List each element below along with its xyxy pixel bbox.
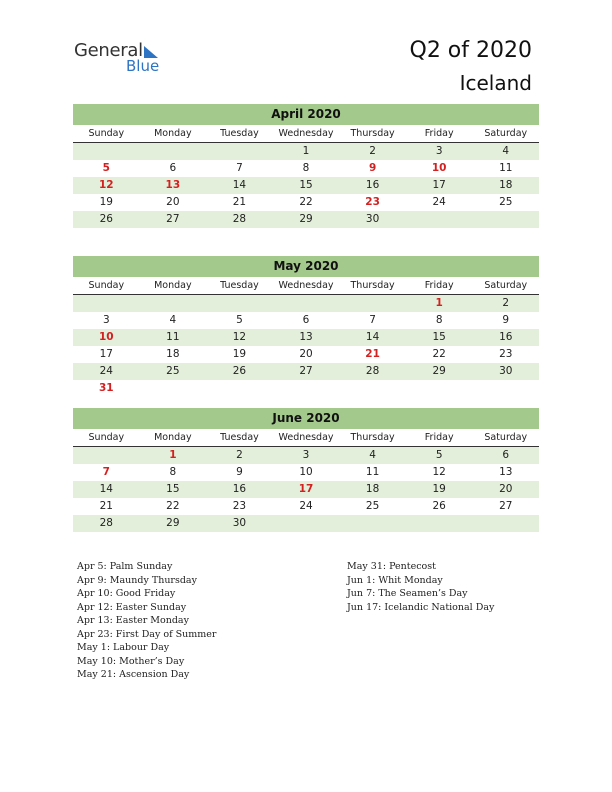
day-cell: 19 (232, 348, 247, 360)
day-cell: 8 (169, 466, 177, 478)
week-row (73, 329, 539, 346)
week-row (73, 346, 539, 363)
day-cell: 28 (232, 213, 247, 225)
weekday-header-row (73, 125, 539, 143)
day-cell: 16 (232, 483, 247, 495)
weekday-label: Tuesday (220, 280, 259, 291)
day-cell: 24 (299, 500, 313, 512)
day-cell: 7 (369, 314, 376, 326)
holiday-day-cell: 1 (169, 449, 177, 461)
day-cell: 20 (166, 196, 180, 208)
day-cell: 6 (502, 449, 510, 461)
week-row (73, 380, 539, 397)
holiday-entry: Jun 7: The Seamen’s Day (347, 588, 468, 599)
day-cell: 20 (499, 483, 513, 495)
holiday-entry: May 1: Labour Day (77, 642, 170, 653)
weekday-label: Thursday (350, 128, 395, 139)
month-title: June 2020 (73, 408, 539, 429)
holiday-entry: Apr 23: First Day of Summer (77, 628, 217, 640)
holiday-day-cell: 9 (368, 162, 377, 174)
day-cell: 4 (502, 145, 510, 157)
holiday-day-cell: 7 (102, 466, 110, 478)
day-cell: 15 (166, 483, 180, 495)
week-row (73, 515, 539, 532)
weekday-label: Friday (424, 280, 454, 291)
page-header (410, 38, 533, 95)
weekday-label: Monday (154, 280, 192, 291)
day-cell: 24 (432, 196, 446, 208)
day-cell: 30 (499, 365, 513, 377)
day-cell (406, 211, 473, 228)
holiday-day-cell: 1 (435, 297, 443, 309)
day-cell: 13 (499, 466, 513, 478)
day-cell: 26 (99, 213, 113, 225)
day-cell: 6 (169, 162, 177, 174)
day-cell (406, 515, 473, 532)
day-cell: 27 (299, 365, 313, 377)
day-cell: 4 (169, 314, 177, 326)
weekday-label: Sunday (88, 432, 125, 443)
day-cell: 11 (166, 331, 180, 343)
week-row (73, 143, 539, 160)
holiday-entry: Apr 10: Good Friday (77, 588, 176, 599)
holiday-day-cell: 10 (98, 331, 114, 343)
day-cell: 11 (365, 466, 380, 478)
day-cell: 22 (166, 500, 180, 512)
day-cell (73, 447, 140, 464)
day-cell: 4 (369, 449, 376, 461)
day-cell: 5 (236, 314, 243, 326)
holiday-list-left (77, 560, 216, 682)
day-cell: 23 (232, 500, 247, 512)
weekday-label: Thursday (350, 280, 395, 291)
day-cell: 12 (432, 466, 446, 478)
day-cell (73, 295, 140, 312)
day-cell (140, 380, 207, 397)
holiday-entry: Apr 5: Palm Sunday (77, 561, 173, 572)
day-cell (206, 380, 273, 397)
day-cell: 20 (299, 348, 313, 360)
weekday-label: Sunday (88, 128, 125, 139)
day-cell (472, 515, 539, 532)
holiday-day-cell: 17 (298, 483, 314, 495)
holiday-day-cell: 23 (365, 196, 380, 208)
day-cell: 29 (166, 517, 180, 529)
day-cell: 14 (232, 179, 247, 191)
day-cell: 21 (99, 500, 113, 512)
day-cell (140, 143, 207, 160)
day-cell (339, 380, 406, 397)
day-cell: 5 (435, 449, 443, 461)
holiday-entry: Jun 17: Icelandic National Day (347, 601, 495, 613)
day-cell: 22 (432, 348, 446, 360)
day-cell: 9 (236, 466, 243, 478)
holiday-entry: May 10: Mother’s Day (77, 655, 185, 667)
holiday-entry: Apr 13: Easter Monday (77, 615, 189, 626)
day-cell: 10 (299, 466, 313, 478)
day-cell (206, 295, 273, 312)
day-cell: 25 (166, 365, 180, 377)
page-title: Q2 of 2020 (409, 38, 532, 63)
month-calendar-june (73, 408, 539, 532)
holiday-day-cell: 10 (431, 162, 447, 174)
day-cell (140, 295, 207, 312)
holiday-entry: Jun 1: Whit Monday (347, 574, 443, 586)
day-cell: 3 (435, 145, 443, 157)
day-cell: 13 (299, 331, 313, 343)
day-cell: 19 (99, 196, 113, 208)
day-cell (472, 380, 539, 397)
weekday-label: Sunday (88, 280, 125, 291)
day-cell: 26 (432, 500, 446, 512)
weekday-header-row (73, 277, 539, 295)
holiday-entry: May 31: Pentecost (347, 561, 436, 572)
week-row (73, 498, 539, 515)
day-cell: 15 (299, 179, 313, 191)
day-cell: 18 (166, 348, 180, 360)
weekday-label: Thursday (350, 432, 395, 443)
day-cell: 12 (232, 331, 247, 343)
weekday-label: Saturday (484, 280, 528, 291)
day-cell: 2 (502, 297, 510, 309)
week-row (73, 211, 539, 228)
holiday-day-cell: 5 (102, 162, 110, 174)
day-cell: 17 (99, 348, 113, 360)
day-cell: 2 (236, 449, 243, 461)
day-cell: 18 (365, 483, 380, 495)
day-cell: 28 (99, 517, 113, 529)
day-cell: 1 (302, 145, 310, 157)
weekday-label: Saturday (484, 432, 528, 443)
logo-text-blue: Blue (126, 57, 160, 75)
month-title: May 2020 (73, 256, 539, 277)
holiday-list-right (347, 560, 494, 614)
week-row (73, 481, 539, 498)
weekday-label: Tuesday (220, 432, 259, 443)
day-cell: 19 (432, 483, 446, 495)
day-cell (339, 295, 406, 312)
holiday-entry: May 21: Ascension Day (77, 669, 190, 680)
weekday-label: Tuesday (220, 128, 259, 139)
day-cell: 8 (435, 314, 443, 326)
day-cell: 25 (499, 196, 513, 208)
day-cell: 9 (502, 314, 510, 326)
week-row (73, 194, 539, 211)
weekday-label: Wednesday (278, 128, 334, 139)
weekday-label: Friday (424, 432, 454, 443)
week-row (73, 312, 539, 329)
day-cell: 2 (369, 145, 376, 157)
day-cell: 29 (432, 365, 446, 377)
week-row (73, 177, 539, 194)
day-cell: 16 (365, 179, 380, 191)
day-cell (406, 380, 473, 397)
day-cell: 21 (232, 196, 247, 208)
holiday-day-cell: 13 (165, 179, 181, 191)
day-cell (273, 380, 340, 397)
weekday-label: Monday (154, 128, 192, 139)
day-cell (472, 211, 539, 228)
day-cell: 16 (499, 331, 513, 343)
weekday-label: Wednesday (278, 280, 334, 291)
week-row (73, 464, 539, 481)
day-cell (273, 515, 340, 532)
day-cell: 7 (236, 162, 243, 174)
day-cell: 14 (99, 483, 113, 495)
day-cell: 23 (499, 348, 513, 360)
day-cell: 27 (499, 500, 513, 512)
day-cell: 11 (499, 162, 513, 174)
week-row (73, 447, 539, 464)
holiday-entry: Apr 9: Maundy Thursday (77, 574, 197, 586)
day-cell: 22 (299, 196, 313, 208)
day-cell: 17 (432, 179, 446, 191)
weekday-label: Monday (154, 432, 192, 443)
week-row (73, 295, 539, 312)
day-cell (206, 143, 273, 160)
day-cell: 24 (99, 365, 113, 377)
day-cell: 30 (365, 213, 380, 225)
holiday-day-cell: 21 (365, 348, 380, 360)
weekday-label: Saturday (484, 128, 528, 139)
weekday-label: Friday (424, 128, 454, 139)
holiday-entry: Apr 12: Easter Sunday (77, 601, 187, 613)
day-cell: 14 (365, 331, 380, 343)
weekday-label: Wednesday (278, 432, 334, 443)
month-calendar-april (73, 104, 539, 228)
day-cell: 6 (302, 314, 310, 326)
country-name: Iceland (459, 71, 532, 95)
day-cell: 3 (302, 449, 310, 461)
day-cell: 15 (432, 331, 446, 343)
day-cell: 25 (365, 500, 380, 512)
day-cell: 30 (232, 517, 247, 529)
holiday-day-cell: 12 (98, 179, 114, 191)
weekday-header-row (73, 429, 539, 447)
day-cell (273, 295, 340, 312)
day-cell: 27 (166, 213, 180, 225)
day-cell: 3 (102, 314, 110, 326)
day-cell (339, 515, 406, 532)
week-row (73, 363, 539, 380)
day-cell: 28 (365, 365, 380, 377)
logo-text-general: General (74, 40, 143, 61)
day-cell (73, 143, 140, 160)
month-calendar-may (73, 256, 539, 397)
week-row (73, 160, 539, 177)
day-cell: 18 (499, 179, 513, 191)
day-cell: 26 (232, 365, 247, 377)
holiday-day-cell: 31 (98, 382, 114, 394)
day-cell: 8 (302, 162, 310, 174)
day-cell: 29 (299, 213, 313, 225)
month-title: April 2020 (73, 104, 539, 125)
